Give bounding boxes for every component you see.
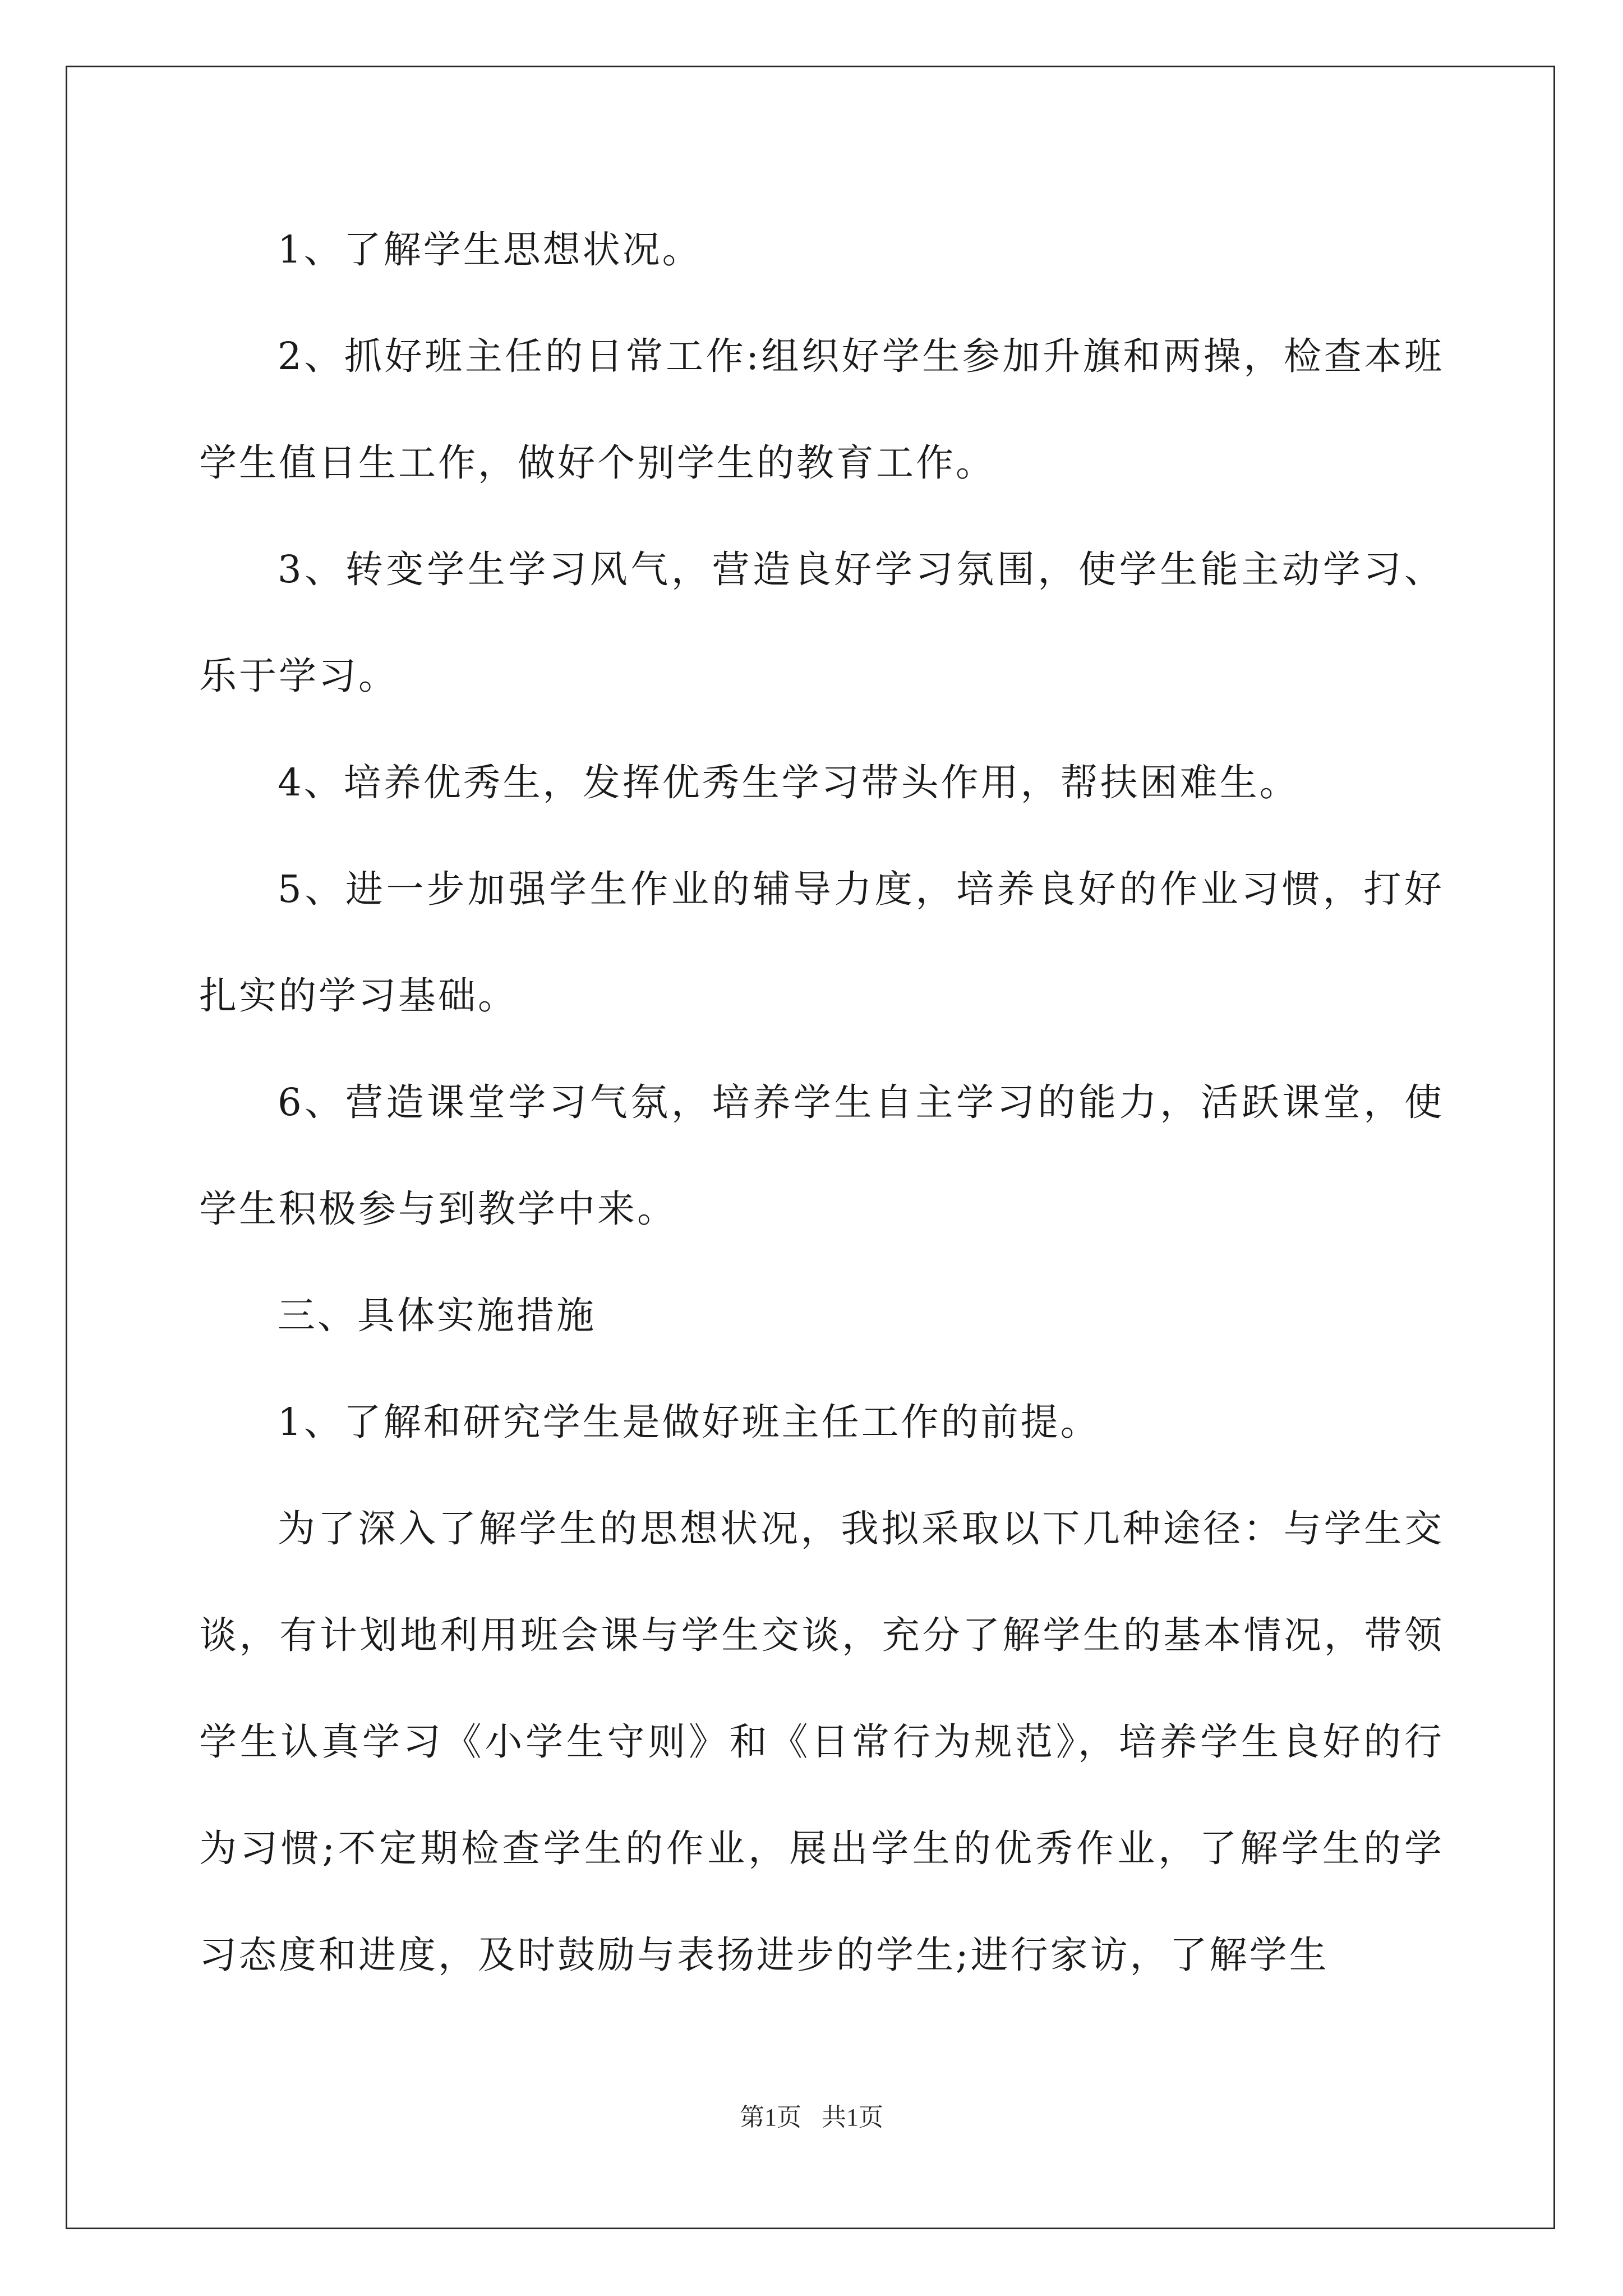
paragraph-3: 3、转变学生学习风气，营造良好学习氛围，使学生能主动学习、乐于学习。: [199, 547, 1444, 698]
page-number: 第1页: [740, 2104, 801, 2131]
page-footer: [0, 2097, 1623, 2133]
section-heading: 三、具体实施措施: [278, 1294, 596, 1337]
paragraph-6: 6、营造课堂学习气氛，培养学生自主学习的能力，活跃课堂，使学生积极参与到教学中来。: [199, 1080, 1444, 1231]
paragraph-2: 2、抓好班主任的日常工作:组织好学生参加升旗和两操，检查本班学生值日生工作，做好个别学生的教育工作。: [199, 334, 1444, 485]
paragraph-8: 为了深入了解学生的思想状况，我拟采取以下几种途径：与学生交谈，有计划地利用班会课与学生交谈，充分了解学生的基本情况，带领学生认真学习《小学生守则》和《日常行为规范》，培养学生良好的行为习惯;不定期检查学生的作业，展出学生的优秀作业，了解学生的学习态度和进度，及时鼓励与表扬进步的学生;进行家访，了解学生: [199, 1507, 1444, 1977]
page-total: 共1页: [822, 2104, 883, 2131]
paragraph-7: 1、了解和研究学生是做好班主任工作的前提。: [278, 1400, 1100, 1444]
paragraph-1: 1、了解学生思想状况。: [278, 228, 702, 272]
paragraph-4: 4、培养优秀生，发挥优秀生学习带头作用，帮扶困难生。: [278, 761, 1299, 804]
paragraph-5: 5、进一步加强学生作业的辅导力度，培养良好的作业习惯，打好扎实的学习基础。: [199, 867, 1444, 1018]
